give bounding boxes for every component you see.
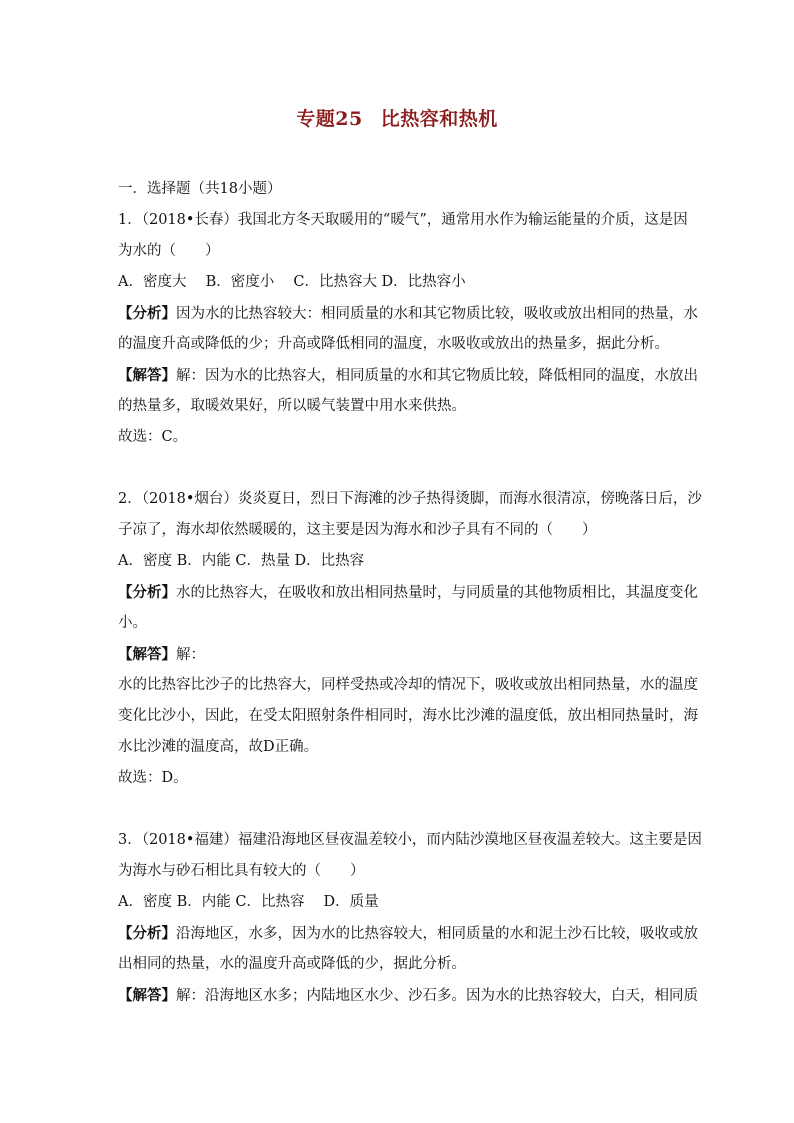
question-result: 故选：C。 <box>118 429 188 445</box>
answer-line: 变化比沙小，因此，在受太阳照射条件相同时，海水比沙滩的温度低，放出相同热量时，海 <box>118 708 698 724</box>
analysis-label: 【分析】 <box>118 305 176 322</box>
answer-label: 【解答】 <box>118 367 176 384</box>
analysis-line <box>118 577 698 608</box>
question-options: A．密度大 B．密度小 C．比热容大 D．比热容小 <box>118 274 466 290</box>
analysis-label: 【分析】 <box>118 584 176 601</box>
answer-line: 的热量多，取暖效果好，所以暖气装置中用水来供热。 <box>118 398 466 414</box>
answer-label: 【解答】 <box>118 987 176 1004</box>
question-2 <box>118 484 702 794</box>
analysis-text: 沿海地区，水多，因为水的比热容较大，相同质量的水和泥土沙石比较，吸收或放 <box>176 926 698 942</box>
answer-line: 水的比热容比沙子的比热容大，同样受热或冷却的情况下，吸收或放出相同热量，水的温度 <box>118 677 698 693</box>
answer-text: 解：因为水的比热容大，相同质量的水和其它物质比较，降低相同的温度，水放出 <box>176 368 698 384</box>
answer-text: 解： <box>176 647 205 663</box>
analysis-line: 出相同的热量，水的温度升高或降低的少，据此分析。 <box>118 956 466 972</box>
answer-label: 【解答】 <box>118 646 176 663</box>
analysis-label: 【分析】 <box>118 925 176 942</box>
question-result: 故选：D。 <box>118 770 188 786</box>
analysis-line <box>118 298 698 329</box>
answer-line <box>118 360 698 391</box>
question-options: A．密度 B．内能 C．热量 D．比热容 <box>118 553 365 569</box>
question-stem-line: 为海水与砂石相比具有较大的（ ） <box>118 863 365 879</box>
question-1 <box>118 205 698 453</box>
analysis-line: 的温度升高或降低的少；升高或降低相同的温度，水吸收或放出的热量多，据此分析。 <box>118 336 669 352</box>
document-body <box>118 174 702 1011</box>
question-stem-line: 3．（2018•福建）福建沿海地区昼夜温差较小，而内陆沙漠地区昼夜温差较大。这主要是因 <box>118 832 702 848</box>
analysis-text: 水的比热容大，在吸收和放出相同热量时，与同质量的其他物质相比，其温度变化 <box>176 585 698 601</box>
answer-text: 解：沿海地区水多；内陆地区水少、沙石多。因为水的比热容较大，白天，相同质 <box>176 988 698 1004</box>
answer-line <box>118 980 698 1011</box>
question-stem-line: 子凉了，海水却依然暖暖的，这主要是因为海水和沙子具有不同的（ ） <box>118 522 597 538</box>
section-heading: 一．选择题（共18小题） <box>118 181 282 197</box>
analysis-text: 因为水的比热容较大：相同质量的水和其它物质比较，吸收或放出相同的热量，水 <box>176 306 698 322</box>
question-stem-line: 1．（2018•长春）我国北方冬天取暖用的“暖气”，通常用水作为输运能量的介质，这是因 <box>118 212 688 228</box>
page-title <box>0 104 794 131</box>
analysis-line <box>118 918 698 949</box>
answer-line: 水比沙滩的温度高，故D正确。 <box>118 739 319 755</box>
title-topic-name: 比热容和热机 <box>380 108 498 130</box>
question-stem-line: 2．（2018•烟台）炎炎夏日，烈日下海滩的沙子热得烫脚，而海水很清凉，傍晚落日后，沙 <box>118 491 702 507</box>
analysis-line: 小。 <box>118 615 147 631</box>
question-3 <box>118 825 702 1011</box>
question-stem-line: 为水的（ ） <box>118 243 220 259</box>
answer-line <box>118 639 678 670</box>
title-topic-number: 专题25 <box>296 108 363 130</box>
question-options: A．密度 B．内能 C．比热容 D．质量 <box>118 894 379 910</box>
